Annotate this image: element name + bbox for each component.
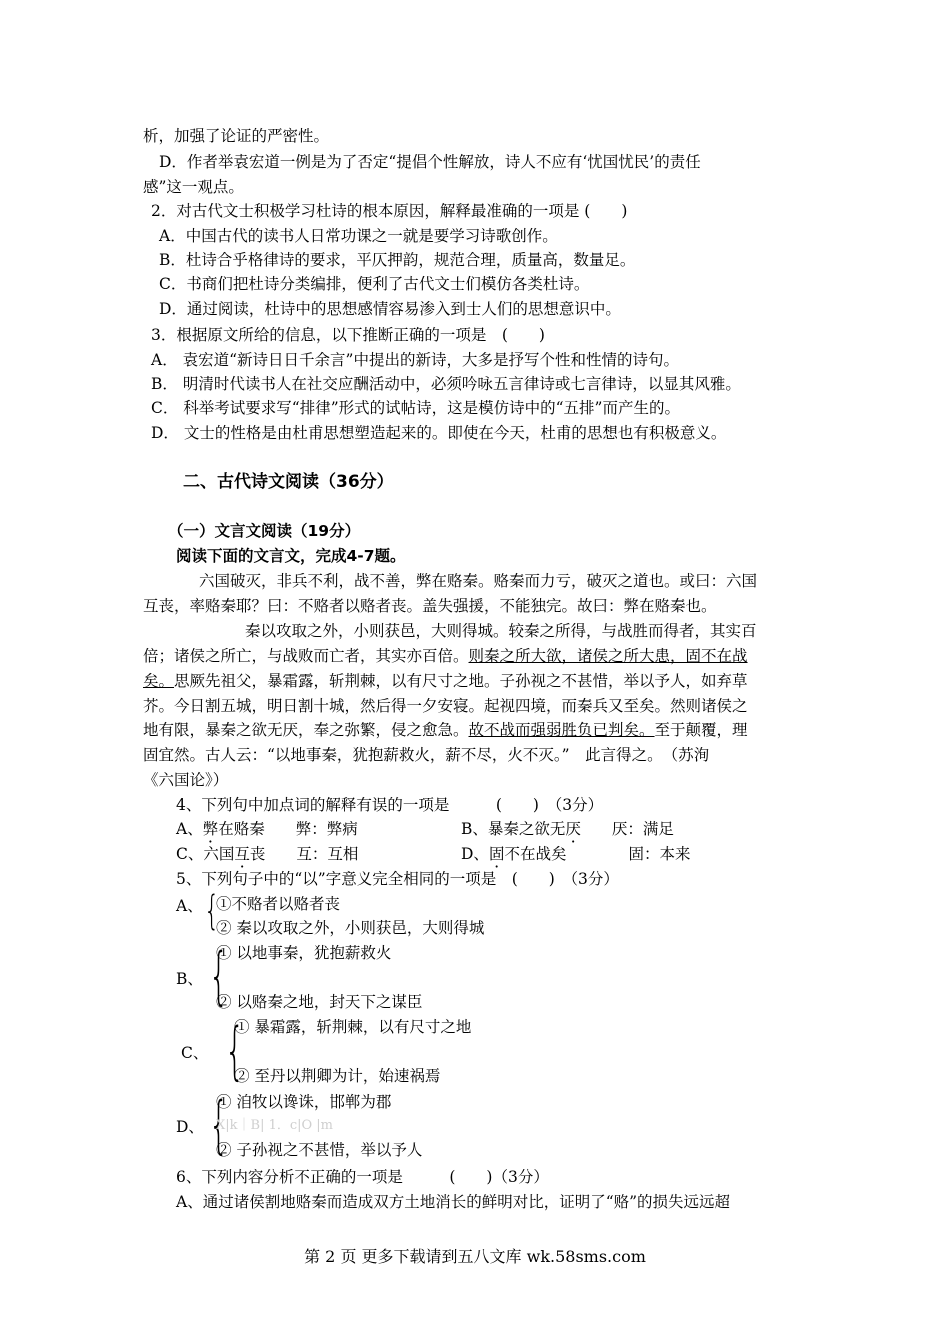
question-2-option-b: B．杜诗合乎格律诗的要求，平仄押韵，规范合理，质量高，数量足。 xyxy=(159,251,636,269)
option-text: B、暴秦之欲无 xyxy=(461,820,566,838)
option-sentence: ① 暴霜露，斩荆棘，以有尺寸之地 xyxy=(234,1018,472,1036)
option-sentence: ② 秦以攻取之外，小则获邑，大则得城 xyxy=(216,919,485,937)
option-text: 厌：满足 xyxy=(580,820,674,838)
option-label: B、 xyxy=(176,970,203,988)
passage-line: 秦以攻取之外，小则获邑，大则得城。较秦之所得，与战胜而得者，其实百 xyxy=(245,622,757,640)
subsection-heading: （一）文言文阅读（19分） xyxy=(168,522,361,540)
question-4-option-c xyxy=(176,844,358,864)
brace-icon: { xyxy=(224,1014,245,1087)
watermark-text: X|k｜B| 1．c|O |m xyxy=(216,1118,334,1133)
dotted-word: 互 xyxy=(234,845,250,863)
question-3-option-d: D． 文士的性格是由杜甫思想塑造起来的。即使在今天，杜甫的思想也有积极意义。 xyxy=(151,424,727,442)
passage-text: 至于颠覆，理 xyxy=(654,721,748,739)
dotted-word: 弊 xyxy=(202,820,219,838)
passage-line xyxy=(143,646,748,666)
option-label: D、 xyxy=(461,845,489,863)
underlined-sentence: 故不战而强弱胜负已判矣。 xyxy=(468,721,655,739)
option-sentence: ① 洎牧以谗诛，邯郸为郡 xyxy=(216,1093,392,1111)
brace-icon: { xyxy=(208,1088,229,1161)
question-3-option-b: B． 明清时代读书人在社交应酬活动中，必须吟咏五言律诗或七言律诗，以显其风雅。 xyxy=(151,375,741,393)
section-heading: 二、古代诗文阅读（36分） xyxy=(183,472,394,492)
option-text: C、六国 xyxy=(176,845,235,863)
question-6-option-a: A、通过诸侯割地赂秦而造成双方土地消长的鲜明对比，证明了“赂”的损失远远超 xyxy=(176,1193,731,1211)
brace-icon: { xyxy=(204,888,220,934)
question-3-option-c: C． 科举考试要求写“排律”形式的试帖诗，这是模仿诗中的“五排”而产生的。 xyxy=(151,399,680,417)
question-4-option-b xyxy=(461,819,674,839)
question-2-option-a: A．中国古代的读书人日常功课之一就是要学习诗歌创作。 xyxy=(159,227,558,245)
text-line: D．作者举袁宏道一例是为了否定“提倡个性解放，诗人不应有‘忧国忧民’的责任 xyxy=(159,153,701,171)
option-label: A、 xyxy=(176,820,203,838)
option-sentence: ② 子孙视之不甚惜，举以予人 xyxy=(216,1141,423,1159)
brace-icon: { xyxy=(208,939,229,1012)
option-label: C、 xyxy=(181,1044,209,1062)
passage-text: 地有限，暴秦之欲无厌，奉之弥繁，侵之愈急。 xyxy=(143,721,469,739)
question-4: 4、下列句中加点词的解释有误的一项是 ( ) （3分） xyxy=(176,796,604,814)
text-line: 感”这一观点。 xyxy=(143,178,244,196)
dotted-word: 厌 xyxy=(565,820,581,838)
passage-line xyxy=(143,720,748,740)
option-sentence: ② 至丹以荆卿为计，始速祸焉 xyxy=(234,1067,441,1085)
option-text: 丧 互：互相 xyxy=(249,845,359,863)
passage-text: 倍；诸侯之所亡，与战败而亡者，其实亦百倍。 xyxy=(143,647,469,665)
reading-instruction: 阅读下面的文言文，完成4-7题。 xyxy=(176,547,406,565)
option-sentence: ② 以赂秦之地，封天下之谋臣 xyxy=(216,993,423,1011)
question-2-option-c: C．书商们把杜诗分类编排，便利了古代文士们模仿各类杜诗。 xyxy=(159,275,590,293)
option-text: 在赂秦 弊：弊病 xyxy=(218,820,358,838)
option-sentence: ① 以地事秦，犹抱薪救火 xyxy=(216,944,392,962)
passage-line xyxy=(143,671,748,691)
passage-text: 思厥先祖父，暴霜露，斩荆棘，以有尺寸之地。子孙视之不甚惜，举以予人，如弃草 xyxy=(174,672,748,690)
dotted-word: 固 xyxy=(488,845,505,863)
option-label: A、 xyxy=(176,897,203,915)
question-3-option-a: A． 袁宏道“新诗日日千余言”中提出的新诗，大多是抒写个性和性情的诗句。 xyxy=(151,351,679,369)
passage-line: 互丧，率赂秦耶？曰：不赂者以赂者丧。盖失强援，不能独完。故曰：弊在赂秦也。 xyxy=(143,597,717,615)
text-line: 析，加强了论证的严密性。 xyxy=(143,127,330,145)
question-4-option-a xyxy=(176,819,358,839)
page-footer: 第 2 页 更多下载请到五八文库 wk.58sms.com xyxy=(304,1247,646,1266)
option-sentence: ①不赂者以赂者丧 xyxy=(216,895,341,913)
passage-source: 《六国论》） xyxy=(143,771,229,789)
question-5: 5、下列句子中的“以”字意义完全相同的一项是 ( ) （3分） xyxy=(176,870,619,888)
question-6: 6、下列内容分析不正确的一项是 ( )（3分） xyxy=(176,1168,549,1186)
passage-line: 固宜然。古人云：“以地事秦，犹抱薪救火，薪不尽，火不灭。” 此言得之。 （苏洵 xyxy=(143,746,710,764)
option-text: 不在战矣 固：本来 xyxy=(504,845,691,863)
option-label: D、 xyxy=(176,1118,204,1136)
passage-line: 芥。今日割五城，明日割十城，然后得一夕安寝。起视四境，而秦兵又至矣。然则诸侯之 xyxy=(143,697,748,715)
question-2-option-d: D．通过阅读，杜诗中的思想感情容易渗入到士人们的思想意识中。 xyxy=(159,300,621,318)
underlined-sentence: 矣。 xyxy=(143,672,175,690)
question-2: 2．对古代文士积极学习杜诗的根本原因，解释最准确的一项是 ( ) xyxy=(151,202,628,220)
underlined-sentence: 则秦之所大欲，诸侯之所大患，固不在战 xyxy=(468,647,748,665)
passage-line: 六国破灭，非兵不利，战不善，弊在赂秦。赂秦而力亏，破灭之道也。或曰：六国 xyxy=(199,572,758,590)
question-3: 3．根据原文所给的信息，以下推断正确的一项是 ( ) xyxy=(151,326,545,344)
question-4-option-d xyxy=(461,844,690,864)
